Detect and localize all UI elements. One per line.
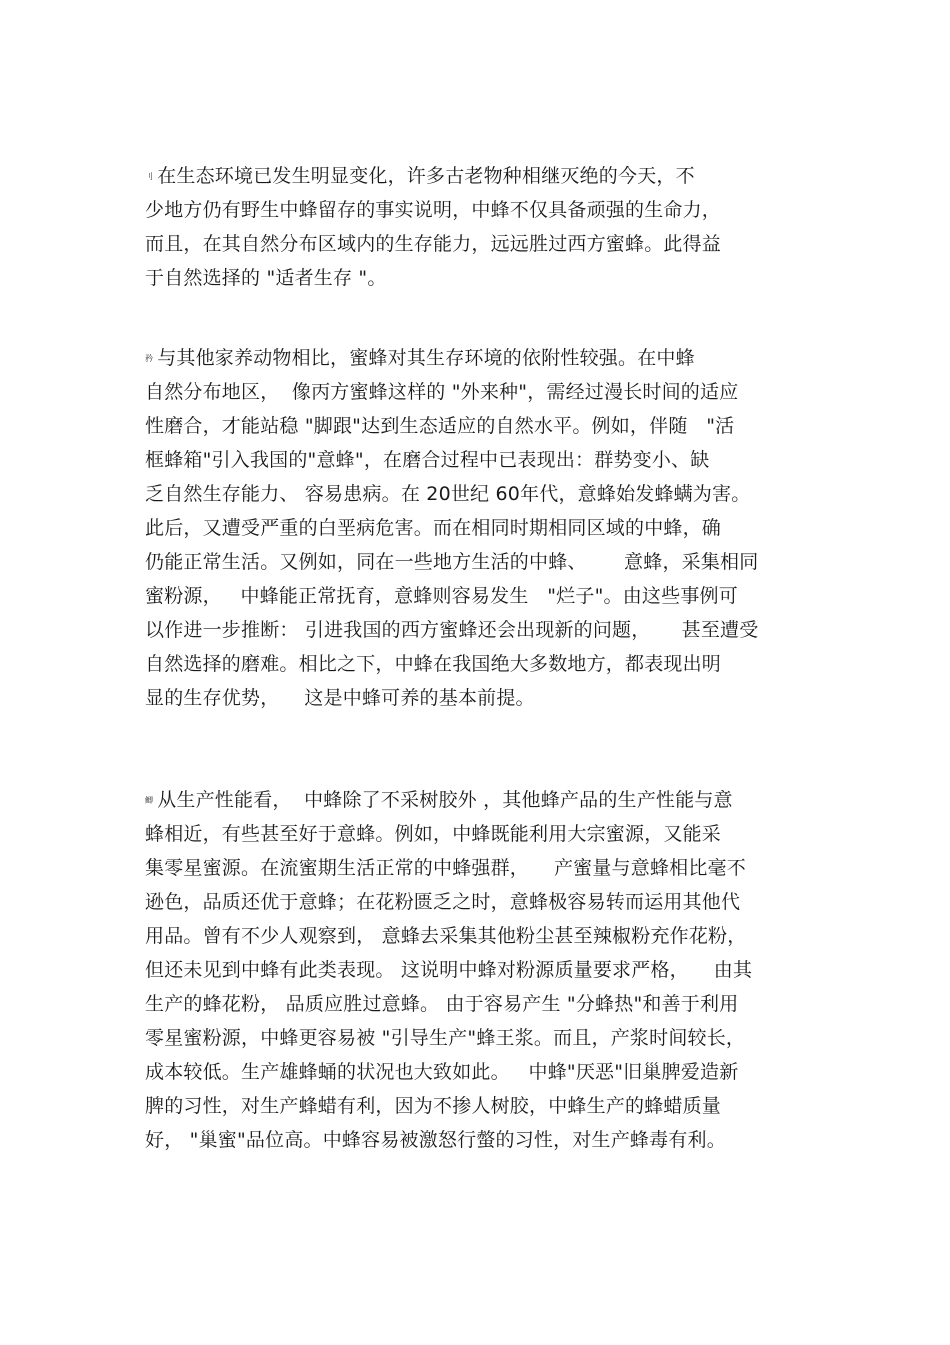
paragraph-line: ⺉ 在生态环境已发生明显变化，许多古老物种相继灭绝的今天，不 [145,165,695,187]
paragraph-production-performance [145,783,825,1157]
paragraph-line: 蜂相近，有些甚至好于意蜂。例如，中蜂既能利用大宗蜜源，又能采 [145,823,722,845]
paragraph-line: 此后，又遭受严重的白垩病危害。而在相同时期相同区域的中蜂，确 [145,517,722,539]
paragraph-line: 生产的蜂花粉， 品质应胜过意蜂。 由于容易产生 "分蜂热"和善于利用 [145,993,739,1015]
paragraph-line: 蜜粉源， 中蜂能正常抚育，意蜂则容易发生 "烂子"。由这些事例可 [145,585,738,607]
paragraph-marker: ⺉ [145,171,154,181]
paragraph-marker: 鲫 [145,795,154,805]
paragraph-survival-ability [145,159,825,295]
paragraph-line: 自然选择的磨难。相比之下，中蜂在我国绝大多数地方，都表现出明 [145,653,722,675]
paragraph-line: 乏自然生存能力、 容易患病。在 20世纪 60年代，意蜂始发蜂螨为害。 [145,483,751,505]
paragraph-line: 逊色，品质还优于意蜂；在花粉匮乏之时，意蜂极容易转而运用其他代 [145,891,741,913]
paragraph-marker: 矜 [145,353,154,363]
paragraph-line: 以作进一步推断： 引进我国的西方蜜蜂还会出现新的问题， 甚至遭受 [145,619,759,641]
paragraph-line: 零星蜜粉源，中蜂更容易被 "引导生产"蜂王浆。而且，产浆时间较长， [145,1027,746,1049]
paragraph-line: 而且，在其自然分布区域内的生存能力，远远胜过西方蜜蜂。此得益 [145,233,722,255]
paragraph-line: 鲫 从生产性能看， 中蜂除了不采树胶外 ，其他蜂产品的生产性能与意 [145,789,733,811]
paragraph-line: 性磨合，才能站稳 "脚跟"达到生态适应的自然水平。例如，伴随 "活 [145,415,735,437]
paragraph-line: 自然分布地区， 像丙方蜜蜂这样的 "外来种"，需经过漫长时间的适应 [145,381,739,403]
paragraph-line: 少地方仍有野生中蜂留存的事实说明，中蜂不仅具备顽强的生命力， [145,199,722,221]
paragraph-line: 仍能正常生活。又例如，同在一些地方生活的中蜂、 意蜂，采集相同 [145,551,759,573]
paragraph-line: 框蜂箱"引入我国的"意蜂"，在磨合过程中已表现出：群势变小、缺 [145,449,710,471]
paragraph-line: 显的生存优势， 这是中蜂可养的基本前提。 [145,687,535,709]
paragraph-line: 成本较低。生产雄蜂蛹的状况也大致如此。 中蜂"厌恶"旧巢脾爱造新 [145,1061,739,1083]
paragraph-line: 矜 与其他家养动物相比，蜜蜂对其生存环境的依附性较强。在中蜂 [145,347,695,369]
paragraph-line: 集零星蜜源。在流蜜期生活正常的中蜂强群， 产蜜量与意蜂相比毫不 [145,857,746,879]
paragraph-line: 于自然选择的 "适者生存 "。 [145,267,387,289]
paragraph-line: 用品。曾有不少人观察到， 意蜂去采集其他粉尘甚至辣椒粉充作花粉， [145,925,747,947]
paragraph-line: 好， "巢蜜"品位高。中蜂容易被激怒行螫的习性，对生产蜂毒有利。 [145,1129,726,1151]
paragraph-environment-adaptation [145,341,825,715]
paragraph-line: 脾的习性，对生产蜂蜡有利，因为不掺人树胶，中蜂生产的蜂蜡质量 [145,1095,722,1117]
paragraph-line: 但还未见到中蜂有此类表现。 这说明中蜂对粉源质量要求严格， 由其 [145,959,753,981]
